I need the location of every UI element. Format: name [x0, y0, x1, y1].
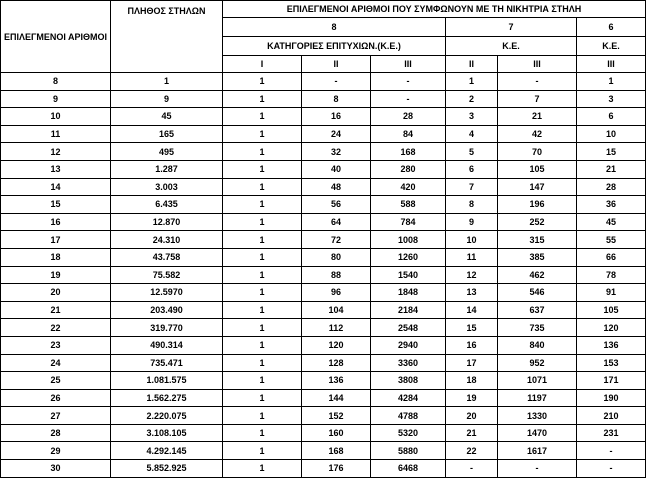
cell-7-ii: 15	[446, 319, 498, 337]
cell-8-iii: 5880	[371, 442, 446, 460]
cell-8-iii: 1848	[371, 284, 446, 302]
cell-8-ii: 104	[302, 301, 371, 319]
cell-selected-numbers: 23	[1, 336, 111, 354]
table-row	[1, 143, 646, 161]
cell-8-i: 1	[223, 125, 302, 143]
cell-7-iii: 637	[498, 301, 577, 319]
cell-column-count: 1.287	[111, 160, 223, 178]
cell-column-count: 12.5970	[111, 284, 223, 302]
cell-6-iii: 78	[577, 266, 646, 284]
cell-column-count: 490.314	[111, 336, 223, 354]
cell-7-ii: 21	[446, 424, 498, 442]
cell-8-i: 1	[223, 231, 302, 249]
cell-8-ii: 40	[302, 160, 371, 178]
cell-8-ii: 32	[302, 143, 371, 161]
cell-8-ii: 16	[302, 108, 371, 126]
cell-6-iii: 153	[577, 354, 646, 372]
cell-column-count: 45	[111, 108, 223, 126]
cell-8-i: 1	[223, 354, 302, 372]
cell-7-iii: 42	[498, 125, 577, 143]
cell-8-iii: 6468	[371, 460, 446, 478]
cell-7-ii: 18	[446, 372, 498, 390]
cell-8-i: 1	[223, 407, 302, 425]
cell-7-ii: 10	[446, 231, 498, 249]
cell-selected-numbers: 26	[1, 389, 111, 407]
cell-selected-numbers: 19	[1, 266, 111, 284]
cell-6-iii: 231	[577, 424, 646, 442]
cell-7-ii: -	[446, 460, 498, 478]
cell-6-iii: 66	[577, 248, 646, 266]
table-row	[1, 90, 646, 108]
table-row	[1, 213, 646, 231]
cell-selected-numbers: 30	[1, 460, 111, 478]
cell-8-ii: 8	[302, 90, 371, 108]
cell-8-i: 1	[223, 108, 302, 126]
cell-6-iii: 105	[577, 301, 646, 319]
cell-7-iii: -	[498, 460, 577, 478]
cell-8-iii: -	[371, 73, 446, 91]
subheader-7-iii: III	[498, 56, 577, 73]
cell-column-count: 1.081.575	[111, 372, 223, 390]
cell-8-iii: 28	[371, 108, 446, 126]
cell-8-i: 1	[223, 248, 302, 266]
table-row	[1, 160, 646, 178]
cell-6-iii: 15	[577, 143, 646, 161]
table-row	[1, 73, 646, 91]
cell-7-iii: 147	[498, 178, 577, 196]
header-group-7: 7	[446, 18, 577, 37]
table-row	[1, 407, 646, 425]
cell-7-iii: 70	[498, 143, 577, 161]
header-group-6: 6	[577, 18, 646, 37]
cell-column-count: 75.582	[111, 266, 223, 284]
cell-8-i: 1	[223, 213, 302, 231]
table-body	[1, 73, 646, 478]
cell-8-iii: 1540	[371, 266, 446, 284]
cell-8-i: 1	[223, 460, 302, 478]
cell-8-ii: 80	[302, 248, 371, 266]
header-categories-6: Κ.Ε.	[577, 37, 646, 56]
cell-8-ii: 136	[302, 372, 371, 390]
header-categories-full: ΚΑΤΗΓΟΡΙΕΣ ΕΠΙΤΥΧΙΩΝ.(Κ.Ε.)	[223, 37, 446, 56]
subheader-8-i: I	[223, 56, 302, 73]
cell-7-iii: 1470	[498, 424, 577, 442]
subheader-8-ii: II	[302, 56, 371, 73]
cell-7-iii: 252	[498, 213, 577, 231]
cell-8-iii: 168	[371, 143, 446, 161]
cell-selected-numbers: 9	[1, 90, 111, 108]
cell-selected-numbers: 13	[1, 160, 111, 178]
table-row	[1, 336, 646, 354]
cell-7-iii: 735	[498, 319, 577, 337]
cell-column-count: 3.003	[111, 178, 223, 196]
cell-8-iii: 84	[371, 125, 446, 143]
cell-8-i: 1	[223, 178, 302, 196]
cell-selected-numbers: 18	[1, 248, 111, 266]
table-row	[1, 319, 646, 337]
cell-6-iii: 55	[577, 231, 646, 249]
cell-selected-numbers: 10	[1, 108, 111, 126]
cell-column-count: 165	[111, 125, 223, 143]
cell-column-count: 1.562.275	[111, 389, 223, 407]
cell-selected-numbers: 16	[1, 213, 111, 231]
cell-7-iii: -	[498, 73, 577, 91]
cell-8-i: 1	[223, 90, 302, 108]
cell-6-iii: 91	[577, 284, 646, 302]
cell-8-i: 1	[223, 284, 302, 302]
cell-8-ii: 128	[302, 354, 371, 372]
cell-selected-numbers: 24	[1, 354, 111, 372]
cell-7-iii: 315	[498, 231, 577, 249]
table-row	[1, 424, 646, 442]
cell-8-ii: 144	[302, 389, 371, 407]
cell-column-count: 12.870	[111, 213, 223, 231]
cell-column-count: 9	[111, 90, 223, 108]
cell-6-iii: 3	[577, 90, 646, 108]
cell-8-ii: 64	[302, 213, 371, 231]
cell-8-ii: 152	[302, 407, 371, 425]
cell-8-i: 1	[223, 301, 302, 319]
cell-8-i: 1	[223, 266, 302, 284]
cell-column-count: 6.435	[111, 196, 223, 214]
table-row	[1, 284, 646, 302]
cell-7-ii: 12	[446, 266, 498, 284]
cell-7-ii: 7	[446, 178, 498, 196]
cell-8-iii: 784	[371, 213, 446, 231]
cell-7-iii: 1617	[498, 442, 577, 460]
cell-7-ii: 8	[446, 196, 498, 214]
cell-8-i: 1	[223, 143, 302, 161]
cell-7-ii: 1	[446, 73, 498, 91]
header-group-8: 8	[223, 18, 446, 37]
cell-8-iii: 2184	[371, 301, 446, 319]
cell-selected-numbers: 20	[1, 284, 111, 302]
table-row	[1, 125, 646, 143]
cell-7-ii: 17	[446, 354, 498, 372]
cell-column-count: 5.852.925	[111, 460, 223, 478]
cell-6-iii: 21	[577, 160, 646, 178]
cell-8-ii: 56	[302, 196, 371, 214]
cell-8-i: 1	[223, 160, 302, 178]
cell-column-count: 4.292.145	[111, 442, 223, 460]
cell-7-ii: 4	[446, 125, 498, 143]
table-row	[1, 178, 646, 196]
cell-6-iii: 136	[577, 336, 646, 354]
cell-column-count: 203.490	[111, 301, 223, 319]
cell-selected-numbers: 14	[1, 178, 111, 196]
table-row	[1, 301, 646, 319]
cell-6-iii: 210	[577, 407, 646, 425]
header-matching-title: ΕΠΙΛΕΓΜΕΝΟΙ ΑΡΙΘΜΟΙ ΠΟΥ ΣΥΜΦΩΝΟΥΝ ΜΕ ΤΗ ΝΙΚΗΤΡΙΑ ΣΤΗΛΗ	[223, 1, 646, 18]
cell-8-i: 1	[223, 196, 302, 214]
cell-6-iii: 120	[577, 319, 646, 337]
cell-column-count: 1	[111, 73, 223, 91]
table-row	[1, 231, 646, 249]
cell-7-iii: 1071	[498, 372, 577, 390]
table-row	[1, 248, 646, 266]
cell-selected-numbers: 17	[1, 231, 111, 249]
cell-8-ii: 72	[302, 231, 371, 249]
cell-6-iii: -	[577, 442, 646, 460]
cell-7-iii: 840	[498, 336, 577, 354]
cell-8-i: 1	[223, 372, 302, 390]
cell-column-count: 2.220.075	[111, 407, 223, 425]
cell-8-ii: -	[302, 73, 371, 91]
cell-8-ii: 120	[302, 336, 371, 354]
cell-7-iii: 105	[498, 160, 577, 178]
cell-8-iii: 4788	[371, 407, 446, 425]
cell-column-count: 3.108.105	[111, 424, 223, 442]
cell-8-ii: 24	[302, 125, 371, 143]
cell-7-ii: 6	[446, 160, 498, 178]
subheader-6-iii: III	[577, 56, 646, 73]
cell-7-iii: 1330	[498, 407, 577, 425]
cell-8-iii: 4284	[371, 389, 446, 407]
cell-column-count: 24.310	[111, 231, 223, 249]
table-row	[1, 460, 646, 478]
cell-8-iii: 420	[371, 178, 446, 196]
cell-6-iii: 1	[577, 73, 646, 91]
cell-8-i: 1	[223, 389, 302, 407]
cell-column-count: 319.770	[111, 319, 223, 337]
cell-7-iii: 196	[498, 196, 577, 214]
cell-8-iii: 3360	[371, 354, 446, 372]
subheader-8-iii: III	[371, 56, 446, 73]
cell-7-iii: 462	[498, 266, 577, 284]
cell-8-iii: -	[371, 90, 446, 108]
cell-8-ii: 88	[302, 266, 371, 284]
cell-selected-numbers: 8	[1, 73, 111, 91]
cell-column-count: 735.471	[111, 354, 223, 372]
cell-8-iii: 1260	[371, 248, 446, 266]
cell-8-ii: 160	[302, 424, 371, 442]
cell-selected-numbers: 22	[1, 319, 111, 337]
cell-selected-numbers: 15	[1, 196, 111, 214]
cell-7-iii: 21	[498, 108, 577, 126]
cell-7-ii: 2	[446, 90, 498, 108]
cell-7-ii: 11	[446, 248, 498, 266]
cell-8-ii: 168	[302, 442, 371, 460]
table-row	[1, 442, 646, 460]
cell-8-i: 1	[223, 442, 302, 460]
cell-selected-numbers: 11	[1, 125, 111, 143]
cell-6-iii: 190	[577, 389, 646, 407]
cell-7-ii: 9	[446, 213, 498, 231]
table-row	[1, 354, 646, 372]
cell-7-ii: 20	[446, 407, 498, 425]
cell-7-ii: 5	[446, 143, 498, 161]
cell-7-iii: 1197	[498, 389, 577, 407]
cell-7-ii: 3	[446, 108, 498, 126]
table-row	[1, 196, 646, 214]
cell-selected-numbers: 12	[1, 143, 111, 161]
cell-8-ii: 48	[302, 178, 371, 196]
cell-selected-numbers: 28	[1, 424, 111, 442]
cell-8-ii: 176	[302, 460, 371, 478]
cell-selected-numbers: 29	[1, 442, 111, 460]
cell-8-i: 1	[223, 319, 302, 337]
cell-column-count: 43.758	[111, 248, 223, 266]
cell-8-iii: 1008	[371, 231, 446, 249]
table-row	[1, 266, 646, 284]
cell-8-iii: 2940	[371, 336, 446, 354]
cell-8-i: 1	[223, 73, 302, 91]
cell-8-iii: 280	[371, 160, 446, 178]
header-column-count: ΠΛΗΘΟΣ ΣΤΗΛΩΝ	[111, 1, 223, 73]
table-row	[1, 372, 646, 390]
cell-selected-numbers: 27	[1, 407, 111, 425]
cell-6-iii: -	[577, 460, 646, 478]
cell-7-ii: 16	[446, 336, 498, 354]
cell-8-ii: 96	[302, 284, 371, 302]
cell-7-ii: 19	[446, 389, 498, 407]
subheader-7-ii: II	[446, 56, 498, 73]
cell-7-ii: 22	[446, 442, 498, 460]
cell-selected-numbers: 21	[1, 301, 111, 319]
cell-column-count: 495	[111, 143, 223, 161]
cell-6-iii: 171	[577, 372, 646, 390]
cell-8-iii: 3808	[371, 372, 446, 390]
cell-7-iii: 7	[498, 90, 577, 108]
cell-7-ii: 14	[446, 301, 498, 319]
cell-8-iii: 2548	[371, 319, 446, 337]
cell-8-iii: 588	[371, 196, 446, 214]
table-row	[1, 108, 646, 126]
cell-7-iii: 952	[498, 354, 577, 372]
cell-7-iii: 546	[498, 284, 577, 302]
cell-8-ii: 112	[302, 319, 371, 337]
cell-6-iii: 36	[577, 196, 646, 214]
cell-6-iii: 28	[577, 178, 646, 196]
cell-8-i: 1	[223, 424, 302, 442]
cell-8-i: 1	[223, 336, 302, 354]
cell-selected-numbers: 25	[1, 372, 111, 390]
table-row	[1, 389, 646, 407]
cell-7-ii: 13	[446, 284, 498, 302]
cell-6-iii: 45	[577, 213, 646, 231]
cell-6-iii: 6	[577, 108, 646, 126]
cell-6-iii: 10	[577, 125, 646, 143]
header-selected-numbers: ΕΠΙΛΕΓΜΕΝΟΙ ΑΡΙΘΜΟΙ	[1, 1, 111, 73]
cell-7-iii: 385	[498, 248, 577, 266]
cell-8-iii: 5320	[371, 424, 446, 442]
header-categories-7: Κ.Ε.	[446, 37, 577, 56]
